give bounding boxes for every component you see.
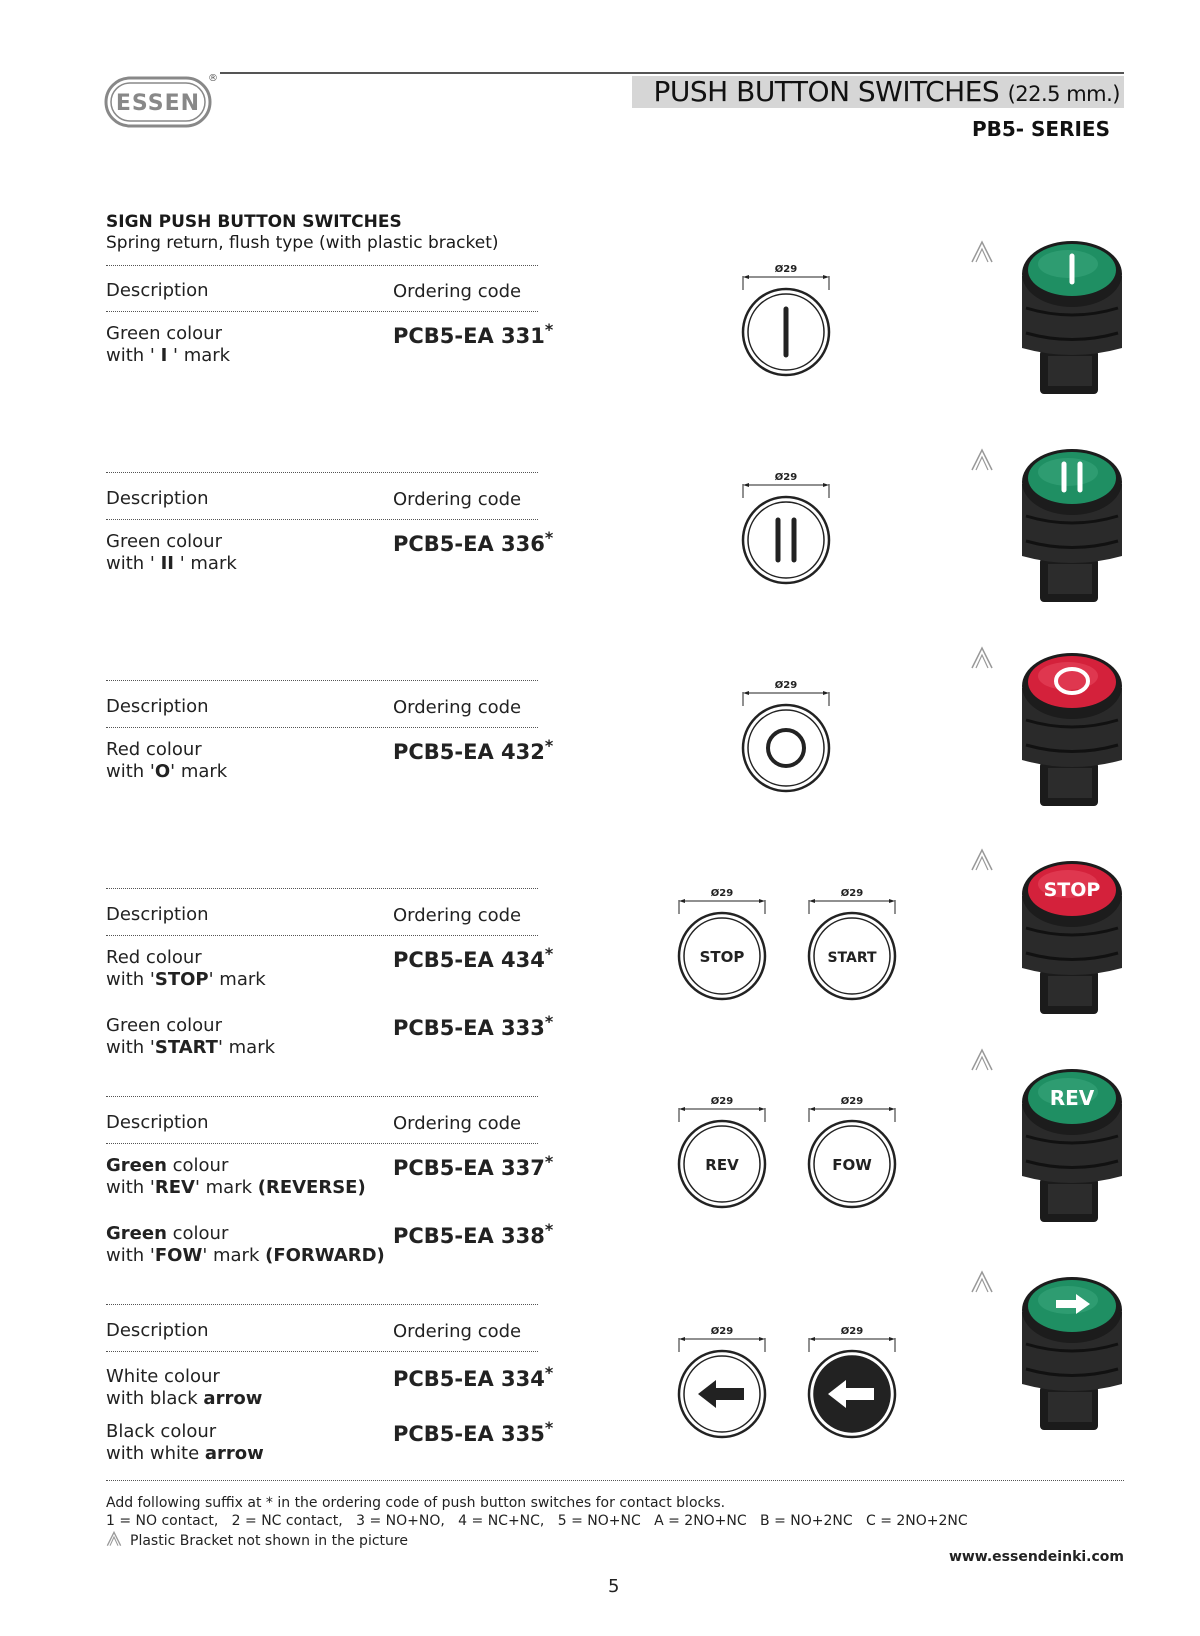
product-photo-red-stop	[1018, 858, 1126, 1018]
website-link[interactable]: www.essendeinki.com	[948, 1549, 1124, 1565]
footnote-contact-codes: 1 = NO contact, 2 = NC contact, 3 = NO+NO, 4 = NC+NC, 5 = NO+NC A = 2NO+NC B = NO+2NC C = 2NO+2NC	[106, 1513, 968, 1529]
caret-up-icon	[106, 1531, 122, 1547]
dimension-diagram-rev	[674, 1092, 770, 1242]
svg-text:Ø29: Ø29	[840, 888, 864, 899]
item-description: Green colour with ' II ' mark	[106, 531, 237, 574]
svg-text:REV: REV	[1049, 1086, 1095, 1110]
series-label: PB5- SERIES	[971, 117, 1110, 141]
description-header: Description	[106, 280, 209, 301]
divider	[106, 888, 538, 889]
svg-text:START: START	[827, 950, 877, 966]
ordering-code: PCB5-EA 337*	[393, 1152, 554, 1180]
ordering-code-header: Ordering code	[393, 1113, 522, 1134]
divider	[106, 1351, 538, 1352]
ordering-code: PCB5-EA 336*	[393, 528, 554, 556]
caret-up-icon	[970, 1048, 994, 1072]
ordering-code-header: Ordering code	[393, 489, 522, 510]
svg-text:Ø29: Ø29	[710, 1096, 734, 1107]
svg-text:Ø29: Ø29	[774, 264, 798, 275]
item-description: Green colour with 'REV' mark (REVERSE)	[106, 1155, 366, 1198]
page-title: PUSH BUTTON SWITCHES (22.5 mm.)	[653, 75, 1120, 108]
item-description: White colour with black arrow	[106, 1366, 263, 1409]
description-header: Description	[106, 904, 209, 925]
divider	[106, 680, 538, 681]
svg-text:Ø29: Ø29	[710, 888, 734, 899]
svg-text:STOP: STOP	[1043, 879, 1101, 901]
ordering-code-header: Ordering code	[393, 1321, 522, 1342]
page-number: 5	[608, 1576, 620, 1597]
divider	[106, 1304, 538, 1305]
dimension-diagram-o	[738, 676, 834, 826]
ordering-code: PCB5-EA 434*	[393, 944, 554, 972]
caret-up-icon	[970, 240, 994, 264]
product-photo-green-i	[1018, 238, 1126, 398]
dimension-diagram-fow	[804, 1092, 900, 1242]
divider	[106, 519, 538, 520]
item-description: Red colour with 'STOP' mark	[106, 947, 266, 990]
dimension-diagram-ii	[738, 468, 834, 618]
ordering-code: PCB5-EA 432*	[393, 736, 554, 764]
ordering-code: PCB5-EA 331*	[393, 320, 554, 348]
caret-up-icon	[970, 848, 994, 872]
description-header: Description	[106, 1320, 209, 1341]
svg-text:Ø29: Ø29	[774, 472, 798, 483]
svg-text:Ø29: Ø29	[840, 1096, 864, 1107]
dimension-diagram-i	[738, 260, 834, 410]
item-description: Red colour with 'O' mark	[106, 739, 228, 782]
dimension-diagram-stop	[674, 884, 770, 1034]
product-photo-green-rev	[1018, 1066, 1126, 1226]
ordering-code: PCB5-EA 335*	[393, 1418, 554, 1446]
svg-text:Ø29: Ø29	[710, 1326, 734, 1337]
caret-up-icon	[970, 1270, 994, 1294]
item-description: Green colour with ' I ' mark	[106, 323, 231, 366]
svg-text:Ø29: Ø29	[774, 680, 798, 691]
svg-text:Ø29: Ø29	[840, 1326, 864, 1337]
ordering-code-header: Ordering code	[393, 697, 522, 718]
section-subtitle: Spring return, flush type (with plastic bracket)	[106, 233, 499, 253]
svg-text:STOP: STOP	[699, 948, 745, 966]
description-header: Description	[106, 696, 209, 717]
product-photo-green-arrow	[1018, 1274, 1126, 1434]
divider	[106, 1143, 538, 1144]
dimension-diagram-start	[804, 884, 900, 1034]
header-rule	[220, 72, 1124, 74]
footer-divider	[106, 1480, 1124, 1481]
svg-text:FOW: FOW	[832, 1156, 872, 1174]
caret-up-icon	[970, 646, 994, 670]
item-description: Green colour with 'FOW' mark (FORWARD)	[106, 1223, 385, 1266]
divider	[106, 311, 538, 312]
registered-mark: ®	[208, 73, 218, 84]
dimension-diagram-black-arrow	[804, 1322, 900, 1472]
dimension-diagram-white-arrow	[674, 1322, 770, 1472]
footnote-bracket: Plastic Bracket not shown in the picture	[130, 1533, 408, 1549]
ordering-code-header: Ordering code	[393, 281, 522, 302]
item-description: Black colour with white arrow	[106, 1421, 264, 1464]
divider	[106, 1096, 538, 1097]
essen-logo	[104, 72, 216, 130]
svg-text:REV: REV	[705, 1156, 739, 1174]
footnote-suffix: Add following suffix at * in the ordering code of push button switches for contact blocks.	[106, 1495, 726, 1511]
product-photo-green-ii	[1018, 446, 1126, 606]
ordering-code-header: Ordering code	[393, 905, 522, 926]
description-header: Description	[106, 488, 209, 509]
description-header: Description	[106, 1112, 209, 1133]
divider	[106, 935, 538, 936]
divider	[106, 265, 538, 266]
ordering-code: PCB5-EA 333*	[393, 1012, 554, 1040]
ordering-code: PCB5-EA 334*	[393, 1363, 554, 1391]
logo-text: ESSEN	[115, 91, 201, 116]
product-photo-red-o	[1018, 650, 1126, 810]
divider	[106, 472, 538, 473]
item-description: Green colour with 'START' mark	[106, 1015, 276, 1058]
ordering-code: PCB5-EA 338*	[393, 1220, 554, 1248]
section-title: SIGN PUSH BUTTON SWITCHES	[106, 212, 402, 232]
caret-up-icon	[970, 448, 994, 472]
divider	[106, 727, 538, 728]
